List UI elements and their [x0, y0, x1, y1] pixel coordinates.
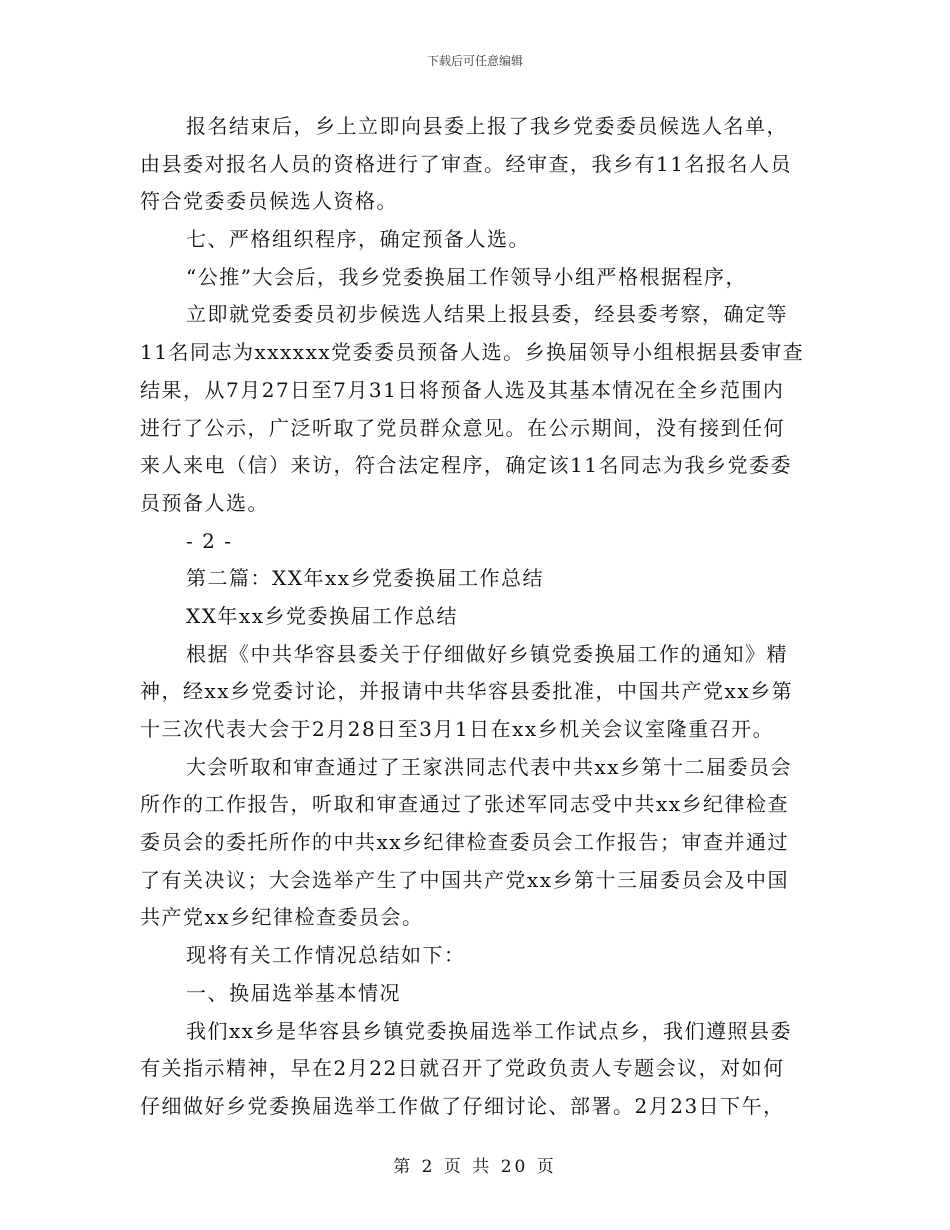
text-line: 11名同志为xxxxxx党委委员预备人选。乡换届领导小组根据县委审查 [140, 340, 805, 365]
header-note: 下载后可任意编辑 [426, 54, 523, 68]
text-line: XX年xx乡党委换届工作总结 [186, 603, 459, 628]
text-line: 十三次代表大会于2月28日至3月1日在xx乡机关会议室隆重召开。 [140, 717, 775, 741]
text-line: 一、换届选举基本情况 [186, 980, 401, 1005]
text-line: 仔细做好乡党委换届选举工作做了仔细讨论、部署。2月23日下午， [140, 1093, 785, 1118]
text-line: 立即就党委委员初步候选人结果上报县委，经县委考察，确定等 [186, 302, 788, 327]
text-line: 七、严格组织程序，确定预备人选。 [186, 227, 530, 252]
text-line: 委员会的委托所作的中共xx乡纪律检查委员会工作报告；审查并通过 [140, 830, 790, 855]
text-line: 第二篇：XX年xx乡党委换届工作总结 [186, 566, 545, 591]
text-line: 了有关决议；大会选举产生了中国共产党xx乡第十三届委员会及中国 [140, 867, 790, 892]
text-line: 我们xx乡是华容县乡镇党委换届选举工作试点乡，我们遵照县委 [186, 1018, 793, 1043]
text-line: 来人来电（信）来访，符合法定程序，确定该11名同志为我乡党委委 [140, 453, 792, 478]
page-number-footer: 第 2 页 共 20 页 [393, 1157, 557, 1177]
text-line: “公推”大会后，我乡党委换届工作领导小组严格根据程序， [186, 264, 747, 289]
text-line: 共产党xx乡纪律检查委员会。 [140, 905, 424, 930]
text-line: 现将有关工作情况总结如下： [186, 943, 466, 968]
text-line: 所作的工作报告，听取和审查通过了张述军同志受中共xx乡纪律检查 [140, 792, 790, 817]
text-line: 大会听取和审查通过了王家洪同志代表中共xx乡第十二届委员会 [186, 754, 793, 779]
text-line: 进行了公示，广泛听取了党员群众意见。在公示期间，没有接到任何 [140, 415, 785, 440]
text-line: 有关指示精神，早在2月22日就召开了党政负责人专题会议，对如何 [140, 1056, 785, 1081]
text-line: 神，经xx乡党委讨论，并报请中共华容县委批准，中国共产党xx乡第 [140, 679, 794, 704]
text-line: - 2 - [186, 528, 233, 553]
text-line: 员预备人选。 [140, 490, 269, 515]
text-line: 根据《中共华容县委关于仔细做好乡镇党委换届工作的通知》精 [186, 641, 788, 666]
text-line: 结果，从7月27日至7月31日将预备人选及其基本情况在全乡范围内 [140, 377, 785, 402]
text-line: 报名结束后，乡上立即向县委上报了我乡党委委员候选人名单， [186, 114, 788, 138]
text-line: 由县委对报名人员的资格进行了审查。经审查，我乡有11名报名人员 [140, 151, 792, 176]
text-line: 符合党委委员候选人资格。 [140, 189, 398, 214]
document-body [140, 108, 808, 1126]
